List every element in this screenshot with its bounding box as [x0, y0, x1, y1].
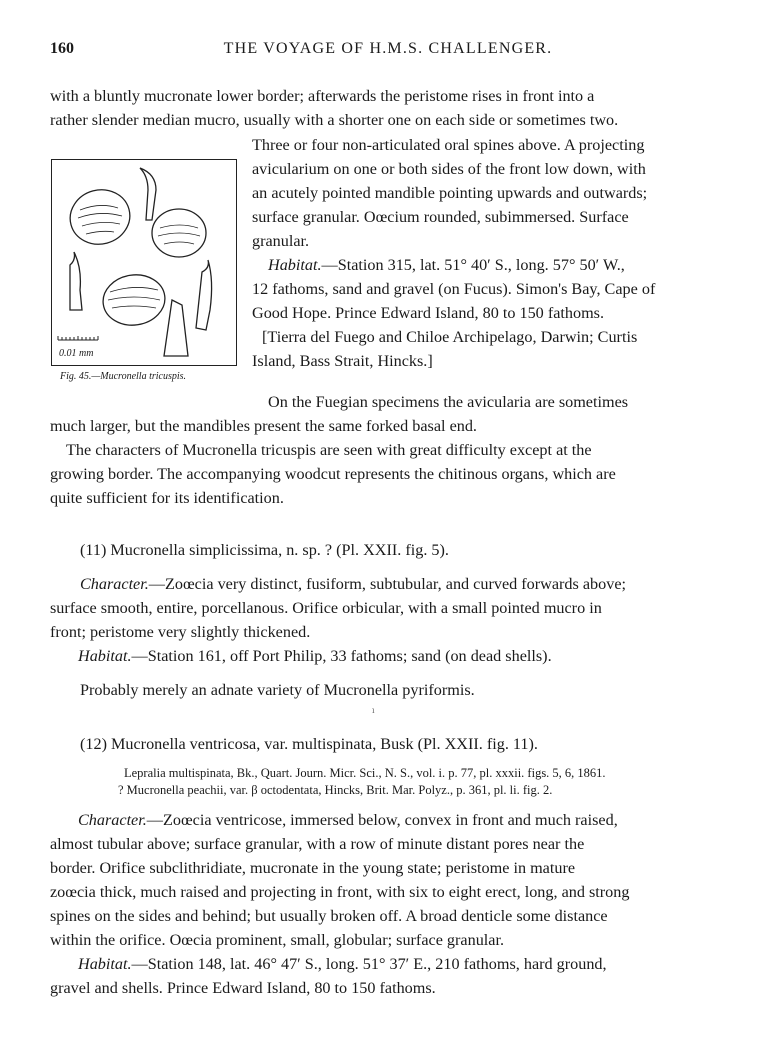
stray-mark: ı: [372, 706, 375, 715]
habitat-label: Habitat.: [78, 647, 132, 665]
character-line: border. Orifice subclithridiate, mucronate in the young state; peristome in mature: [50, 859, 576, 877]
character-label: Character.: [80, 575, 149, 593]
characters-line: quite sufficient for its identification.: [50, 489, 284, 507]
species-note: Probably merely an adnate variety of Mucronella pyriformis.: [80, 681, 475, 699]
wrap-line: surface granular. Oœcium rounded, subimmersed. Surface: [252, 208, 629, 226]
refs-line: [Tierra del Fuego and Chiloe Archipelago, Darwin; Curtis: [262, 328, 638, 346]
synonym-line: Lepralia multispinata, Bk., Quart. Journ. Micr. Sci., N. S., vol. i. p. 77, pl. xxxii. figs. 5, 6, 1861.: [124, 766, 606, 780]
habitat-line: Habitat.—Station 148, lat. 46° 47′ S., long. 51° 37′ E., 210 fathoms, hard ground,: [78, 955, 607, 973]
character-line: Character.—Zoœcia very distinct, fusiform, subtubular, and curved forwards above;: [80, 575, 626, 593]
fuegian-line: much larger, but the mandibles present the same forked basal end.: [50, 417, 477, 435]
species-heading: (11) Mucronella simplicissima, n. sp. ? (Pl. XXII. fig. 5).: [80, 541, 449, 559]
refs-line: Island, Bass Strait, Hincks.]: [252, 352, 433, 370]
species-heading: (12) Mucronella ventricosa, var. multispinata, Busk (Pl. XXII. fig. 11).: [80, 735, 538, 753]
characters-line: growing border. The accompanying woodcut represents the chitinous organs, which are: [50, 465, 616, 483]
habitat-line: 12 fathoms, sand and gravel (on Fucus). Simon's Bay, Cape of: [252, 280, 656, 298]
running-title: THE VOYAGE OF H.M.S. CHALLENGER.: [223, 40, 553, 57]
wrap-line: an acutely pointed mandible pointing upwards and outwards;: [252, 184, 648, 202]
character-line: Character.—Zoœcia ventricose, immersed below, convex in front and much raised,: [78, 811, 618, 829]
wrap-line: granular.: [252, 232, 310, 250]
habitat-line: Habitat.—Station 161, off Port Philip, 33 fathoms; sand (on dead shells).: [78, 647, 552, 665]
intro-line: with a bluntly mucronate lower border; afterwards the peristome rises in front into a: [50, 87, 595, 105]
mandible-spine: [164, 300, 188, 356]
orifice-ellipse: [64, 183, 136, 251]
fuegian-line: On the Fuegian specimens the avicularia are sometimes: [268, 393, 629, 411]
mucronella-illustration: [52, 160, 236, 365]
habitat-line: Good Hope. Prince Edward Island, 80 to 150 fathoms.: [252, 304, 605, 322]
wrap-line: Three or four non-articulated oral spines above. A projecting: [252, 136, 645, 154]
character-line: spines on the sides and behind; but usually broken off. A broad denticle some distance: [50, 907, 608, 925]
orifice-ellipse: [100, 271, 168, 329]
mandible-spine: [196, 260, 212, 330]
character-line: zoœcia thick, much raised and projecting in front, with six to eight erect, long, and strong: [50, 883, 630, 901]
woodcut-figure: [51, 159, 237, 366]
intro-line: rather slender median mucro, usually with a shorter one on each side or sometimes two.: [50, 111, 619, 129]
mandible-spine: [140, 168, 156, 220]
habitat-line: Habitat.—Station 315, lat. 51° 40′ S., long. 57° 50′ W.,: [268, 256, 625, 274]
character-line: within the orifice. Oœcia prominent, small, globular; surface granular.: [50, 931, 505, 949]
wrap-line: avicularium on one or both sides of the front low down, with: [252, 160, 646, 178]
mandible-spine: [70, 252, 82, 310]
character-line: almost tubular above; surface granular, with a row of minute distant pores near the: [50, 835, 585, 853]
habitat-label: Habitat.: [78, 955, 132, 973]
character-label: Character.: [78, 811, 147, 829]
scale-label: 0.01 mm: [59, 348, 94, 359]
character-line: front; peristome very slightly thickened.: [50, 623, 311, 641]
figure-caption: Fig. 45.—Mucronella tricuspis.: [60, 371, 187, 382]
habitat-label: Habitat.: [268, 256, 322, 274]
habitat-line: gravel and shells. Prince Edward Island, 80 to 150 fathoms.: [50, 979, 436, 997]
synonym-line: ? Mucronella peachii, var. β octodentata, Hincks, Brit. Mar. Polyz., p. 361, pl. li. fig. 2.: [118, 783, 553, 797]
character-line: surface smooth, entire, porcellanous. Orifice orbicular, with a small pointed mucro in: [50, 599, 602, 617]
characters-line: The characters of Mucronella tricuspis are seen with great difficulty except at the: [66, 441, 592, 459]
page-number: 160: [50, 40, 74, 57]
